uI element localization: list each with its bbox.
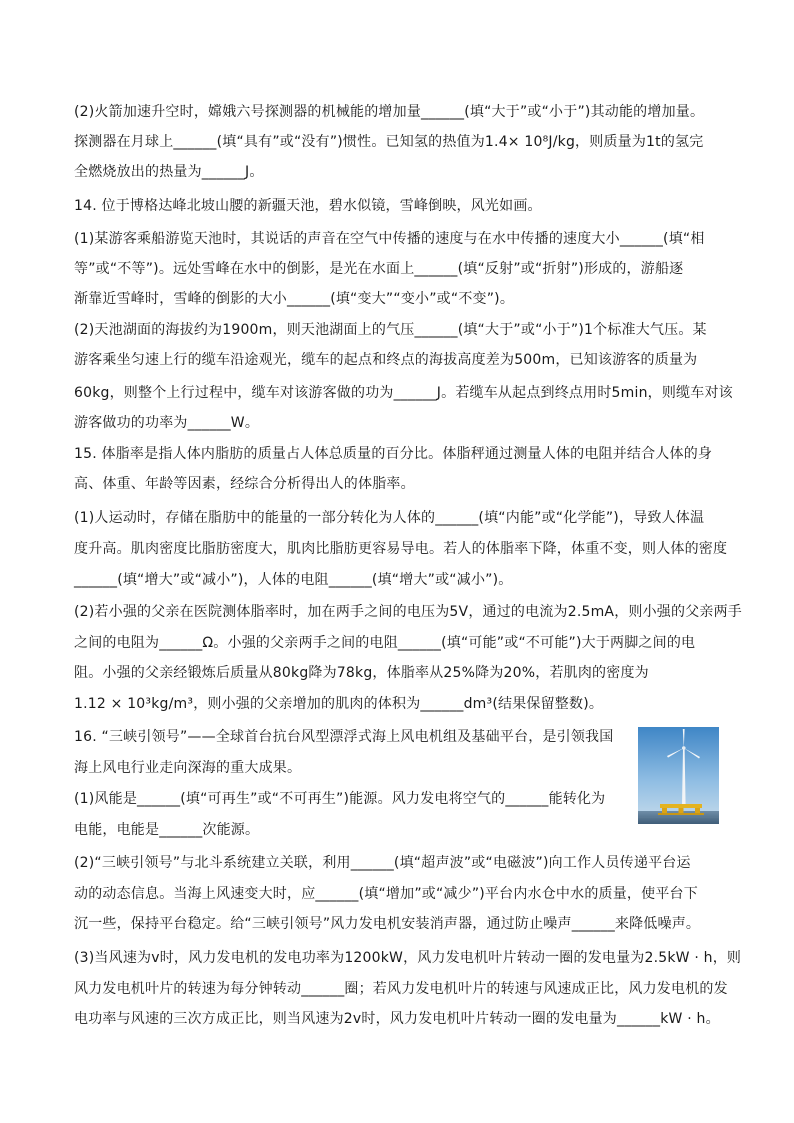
question-16-stem: 16. “三峡引领号”——全球首台抗台风型漂浮式海上风电机组及基础平台，是引领我国 — [74, 729, 614, 745]
text-line-18: 之间的电阻为______Ω。小强的父亲两手之间的电阻______(填“可能”或“不可能”)大于两脚之间的电 — [74, 635, 696, 651]
text-line-28: (3)当风速为v时，风力发电机的发电功率为1200kW，风力发电机叶片转动一圈的发电量为2.5kW · h，则 — [74, 950, 742, 966]
question-14-stem: 14. 位于博格达峰北坡山腰的新疆天池，碧水似镜，雪峰倒映，风光如画。 — [74, 198, 542, 214]
question-15-stem: 15. 体脂率是指人体内脂肪的质量占人体总质量的百分比。体脂秤通过测量人体的电阻并结合人体的身 — [74, 446, 713, 462]
text-line-22: 海上风电行业走向深海的重大成果。 — [74, 760, 302, 776]
text-line-20: 1.12 × 10³kg/m³，则小强的父亲增加的肌肉的体积为______dm³(结果保留整数)。 — [74, 696, 604, 712]
wind-turbine-platform-photo — [638, 727, 719, 824]
text-line-30: 电功率与风速的三次方成正比，则当风速为2v时，风力发电机叶片转动一圈的发电量为______kW · h。 — [74, 1011, 720, 1027]
text-line-27: 沉一些，保持平台稳定。给“三峡引领号”风力发电机安装消声器，通过防止噪声______来降低噪声。 — [74, 916, 701, 932]
text-line-24: 电能，电能是______次能源。 — [74, 822, 260, 838]
text-line-13: 高、体重、年龄等因素，经综合分析得出人的体脂率。 — [74, 476, 415, 492]
text-line-7: 渐靠近雪峰时，雪峰的倒影的大小______(填“变大”“变小”或“不变”)。 — [74, 291, 515, 307]
text-line-5: (1)某游客乘船游览天池时，其说话的声音在空气中传播的速度与在水中传播的速度大小______(填“相 — [74, 231, 705, 247]
text-line-14: (1)人运动时，存储在脂肪中的能量的一部分转化为人体的______(填“内能”或“化学能”)，导致人体温 — [74, 510, 705, 526]
text-line-16: ______(填“增大”或“减小”)，人体的电阻______(填“增大”或“减小”)。 — [74, 572, 513, 588]
text-line-23: (1)风能是______(填“可再生”或“不可再生”)能源。风力发电将空气的______能转化为 — [74, 791, 606, 807]
text-line-26: 动的动态信息。当海上风速变大时，应______(填“增加”或“减少”)平台内水仓中水的质量，使平台下 — [74, 886, 698, 902]
text-line-19: 阻。小强的父亲经锻炼后质量从80kg降为78kg，体脂率从25%降为20%，若肌肉的密度为 — [74, 665, 649, 681]
text-line-15: 度升高。肌肉密度比脂肪密度大，肌肉比脂肪更容易导电。若人的体脂率下降，体重不变，则人体的密度 — [74, 541, 728, 557]
text-line-8: (2)天池湖面的海拔约为1900m，则天池湖面上的气压______(填“大于”或“小于”)1个标准大气压。某 — [74, 322, 707, 338]
text-line-3: 全燃烧放出的热量为______J。 — [74, 164, 264, 180]
text-line-11: 游客做功的功率为______W。 — [74, 415, 260, 431]
text-line-10: 60kg，则整个上行过程中，缆车对该游客做的功为______J。若缆车从起点到终点用时5min，则缆车对该 — [74, 385, 733, 401]
text-line-29: 风力发电机叶片的转速为每分钟转动______圈；若风力发电机叶片的转速与风速成正比，风力发电机的发 — [74, 981, 728, 997]
text-line-2: 探测器在月球上______(填“具有”或“没有”)惯性。已知氢的热值为1.4× 10⁸J/kg，则质量为1t的氢完 — [74, 134, 704, 150]
text-line-6: 等”或“不等”)。远处雪峰在水中的倒影，是光在水面上______(填“反射”或“折射”)形成的，游船逐 — [74, 261, 684, 277]
text-line-17: (2)若小强的父亲在医院测体脂率时，加在两手之间的电压为5V，通过的电流为2.5mA，则小强的父亲两手 — [74, 604, 742, 620]
text-line-1: (2)火箭加速升空时，嫦娥六号探测器的机械能的增加量______(填“大于”或“小于”)其动能的增加量。 — [74, 104, 705, 120]
text-line-9: 游客乘坐匀速上行的缆车沿途观光，缆车的起点和终点的海拔高度差为500m，已知该游客的质量为 — [74, 352, 698, 368]
text-line-25: (2)“三峡引领号”与北斗系统建立关联，利用______(填“超声波”或“电磁波”)向工作人员传递平台运 — [74, 855, 691, 871]
